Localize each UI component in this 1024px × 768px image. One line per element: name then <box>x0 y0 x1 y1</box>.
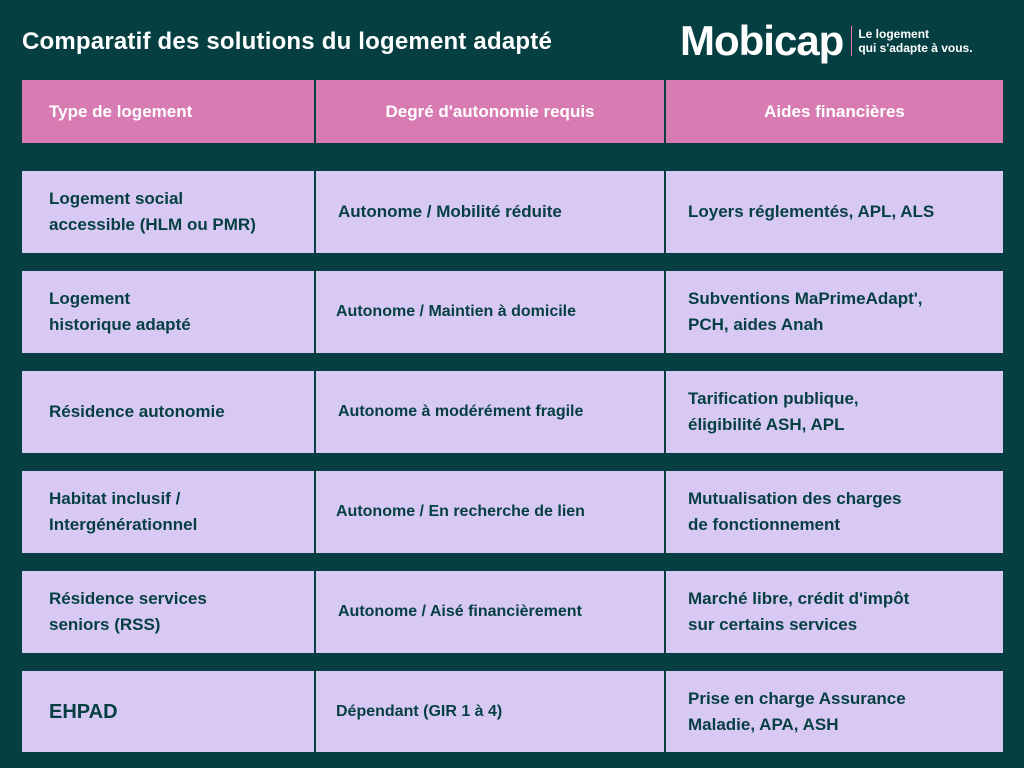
cell-aid: Marché libre, crédit d'impôt sur certains services <box>666 571 1003 653</box>
cell-aid: Loyers réglementés, APL, ALS <box>666 171 1003 253</box>
table-row <box>22 671 1003 752</box>
brand-name: Mobicap <box>680 17 844 64</box>
cell-type: Résidence autonomie <box>22 371 314 453</box>
cell-type: EHPAD <box>22 671 314 752</box>
cell-autonomy: Autonome / Maintien à domicile <box>316 271 664 353</box>
cell-type: Habitat inclusif / Intergénérationnel <box>22 471 314 553</box>
cell-type: Résidence services seniors (RSS) <box>22 571 314 653</box>
brand-divider <box>851 26 852 56</box>
table-header-row <box>22 80 1003 143</box>
cell-aid: Tarification publique, éligibilité ASH, APL <box>666 371 1003 453</box>
table-row <box>22 371 1003 453</box>
table-row <box>22 171 1003 253</box>
column-header-aid: Aides financières <box>666 80 1003 143</box>
cell-autonomy: Autonome / En recherche de lien <box>316 471 664 553</box>
cell-type: Logement historique adapté <box>22 271 314 353</box>
brand-tagline-line-2: qui s'adapte à vous. <box>858 41 973 55</box>
cell-aid: Mutualisation des charges de fonctionnement <box>666 471 1003 553</box>
cell-autonomy: Dépendant (GIR 1 à 4) <box>316 671 664 752</box>
cell-autonomy: Autonome / Mobilité réduite <box>316 171 664 253</box>
page-title: Comparatif des solutions du logement adapté <box>22 28 552 55</box>
cell-aid: Prise en charge Assurance Maladie, APA, ASH <box>666 671 1003 752</box>
cell-type: Logement social accessible (HLM ou PMR) <box>22 171 314 253</box>
column-header-autonomy: Degré d'autonomie requis <box>316 80 664 143</box>
brand-tagline <box>858 27 972 55</box>
cell-aid: Subventions MaPrimeAdapt', PCH, aides Anah <box>666 271 1003 353</box>
column-header-type: Type de logement <box>22 80 314 143</box>
table-row <box>22 571 1003 653</box>
brand-logo <box>680 16 973 66</box>
table-row <box>22 471 1003 553</box>
cell-autonomy: Autonome / Aisé financièrement <box>316 571 664 653</box>
table-row <box>22 271 1003 353</box>
cell-autonomy: Autonome à modérément fragile <box>316 371 664 453</box>
brand-tagline-line-1: Le logement <box>858 27 930 41</box>
